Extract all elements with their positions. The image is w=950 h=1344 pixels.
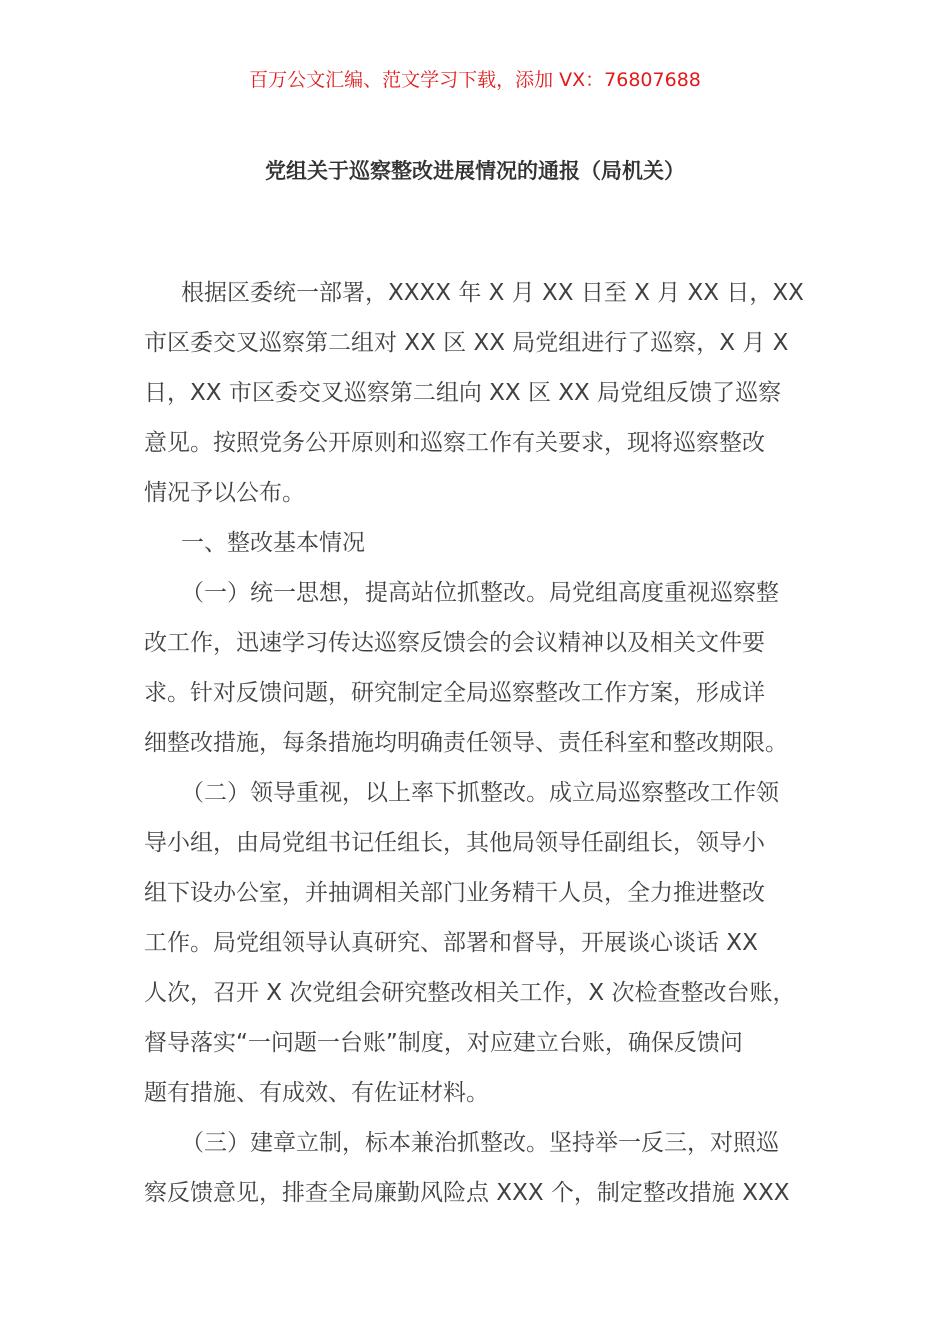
text-line: 根据区委统一部署，XXXX 年 X 月 XX 日至 X 月 XX 日，XX xyxy=(181,280,804,306)
paragraph-intro xyxy=(144,268,808,518)
text-line: 人次，召开 X 次党组会研究整改相关工作，X 次检查整改台账， xyxy=(144,980,796,1006)
paragraph-item-3 xyxy=(144,1118,808,1218)
text-line: 求。针对反馈问题，研究制定全局巡察整改工作方案，形成详 xyxy=(144,680,765,706)
section-heading-1 xyxy=(144,518,808,568)
text-line: 工作。局党组领导认真研究、部署和督导，开展谈心谈话 XX xyxy=(144,930,758,956)
text-line: 导小组，由局党组书记任组长，其他局领导任副组长，领导小 xyxy=(144,830,765,856)
text-line: 情况予以公布。 xyxy=(144,480,305,506)
text-line: （三）建章立制，标本兼治抓整改。坚持举一反三，对照巡 xyxy=(181,1130,779,1156)
text-line: 市区委交叉巡察第二组对 XX 区 XX 局党组进行了巡察，X 月 X xyxy=(144,330,789,356)
text-line: 意见。按照党务公开原则和巡察工作有关要求，现将巡察整改 xyxy=(144,430,765,456)
text-line: 察反馈意见，排查全局廉勤风险点 XXX 个，制定整改措施 XXX xyxy=(144,1180,790,1206)
text-line: 组下设办公室，并抽调相关部门业务精干人员，全力推进整改 xyxy=(144,880,765,906)
document-title: 党组关于巡察整改进展情况的通报（局机关） xyxy=(265,159,685,183)
header-promo-note: 百万公文汇编、范文学习下载，添加 VX：76807688 xyxy=(249,69,701,91)
text-line: 日，XX 市区委交叉巡察第二组向 XX 区 XX 局党组反馈了巡察 xyxy=(144,380,782,406)
paragraph-item-2 xyxy=(144,768,808,1118)
paragraph-item-1 xyxy=(144,568,808,768)
text-line: 督导落实“一问题一台账”制度，对应建立台账，确保反馈问 xyxy=(144,1030,743,1056)
text-line: （二）领导重视，以上率下抓整改。成立局巡察整改工作领 xyxy=(181,780,779,806)
text-line: 细整改措施，每条措施均明确责任领导、责任科室和整改期限。 xyxy=(144,730,788,756)
text-line: 题有措施、有成效、有佐证材料。 xyxy=(144,1080,489,1106)
text-line: 改工作，迅速学习传达巡察反馈会的会议精神以及相关文件要 xyxy=(144,630,765,656)
text-line: （一）统一思想，提高站位抓整改。局党组高度重视巡察整 xyxy=(181,580,779,606)
text-line: 一、整改基本情况 xyxy=(181,530,365,556)
document-body xyxy=(144,268,808,1218)
